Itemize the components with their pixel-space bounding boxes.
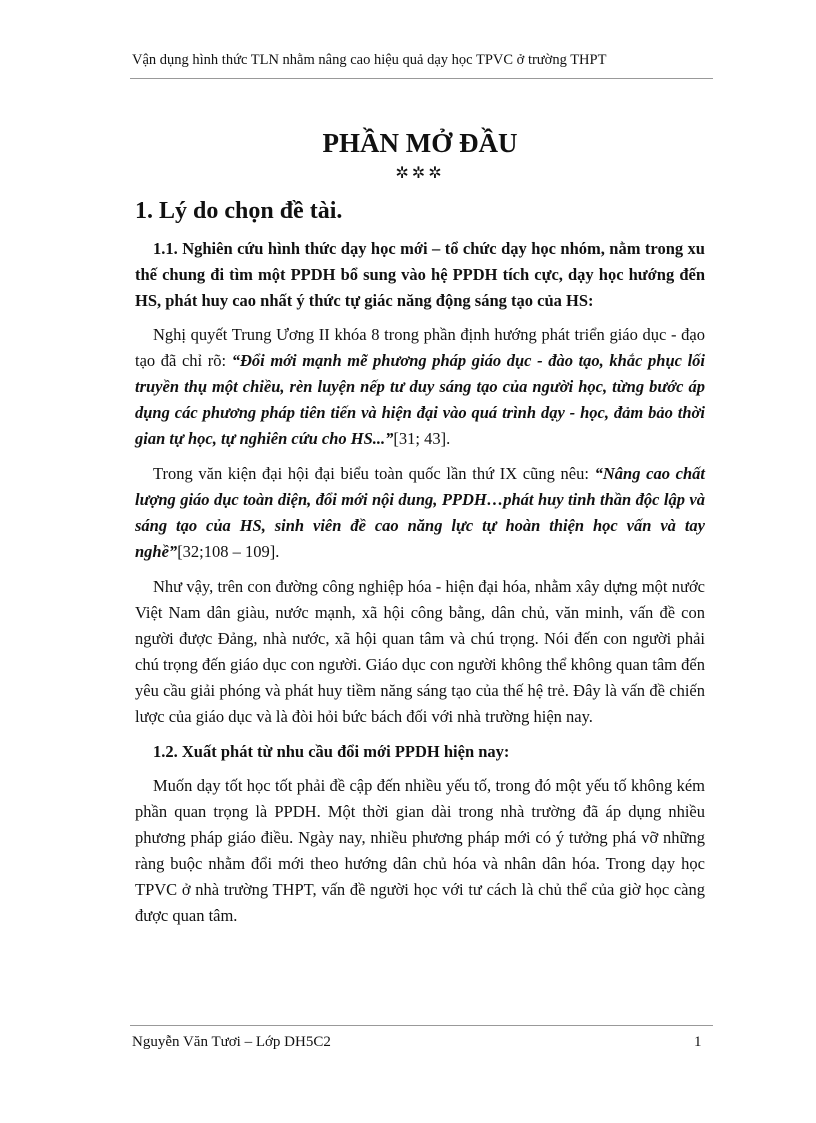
paragraph-lead: Nghị quyết Trung Ương II khóa 8 trong phần định hướng phát triển giáo dục - đạo tạo đã chỉ rõ: <box>135 324 705 370</box>
page-number: 1 <box>694 1034 702 1050</box>
star-ornament-icon: ✲✲✲ <box>395 165 445 183</box>
paragraph-industrialization: Như vậy, trên con đường công nghiệp hóa - hiện đại hóa, nhằm xây dựng một nước Việt Nam dân giàu, nước mạnh, xã hội công bằng, dân chủ, văn minh, vấn đề con người được Đảng, nhà nước, xã hội quan tâm và chú trọng. Nói đến con người phải chú trọng đến giáo dục con người. Giáo dục con người không thể không quan tâm đến yêu cầu giải phóng và phát huy tiềm năng sáng tạo của thế hệ trẻ. Đây là vấn đề chiến lược của giáo dục và là đòi hỏi bức bách đối với nhà trường hiện nay. <box>135 576 705 726</box>
citation: [31; 43]. <box>393 428 451 448</box>
quote-text: “Nâng cao chất lượng giáo dục toàn diện, đổi mới nội dung, PPDH…phát huy tinh thần độc lập và sáng tạo của HS, sinh viên đề cao năng lực tự hoàn thiện học vấn và tay nghề” <box>135 463 706 561</box>
page-title: PHẦN MỞ ĐẦU <box>322 128 518 158</box>
paragraph-resolution <box>135 322 705 452</box>
header-divider <box>130 78 713 79</box>
paragraph-teaching-methods: Muốn dạy tốt học tốt phải đề cập đến nhiều yếu tố, trong đó một yếu tố không kém phần quan trọng là PPDH. Một thời gian dài trong nhà trường đã áp dụng nhiều phương pháp giáo điều. Ngày nay, nhiều phương pháp mới có ý tưởng phá vỡ những ràng buộc nhằm đổi mới theo hướng dân chủ hóa và nhân dân hóa. Trong dạy học TPVC ở nhà trường THPT, vấn đề người học với tư cách là chủ thể của giờ học càng được quan tâm. <box>135 775 705 925</box>
footer-divider <box>130 1025 713 1026</box>
running-header: Vận dụng hình thức TLN nhằm nâng cao hiệu quả dạy học TPVC ở trường THPT <box>132 52 607 68</box>
page-body <box>135 128 705 938</box>
subsection-heading-1-1: 1.1. Nghiên cứu hình thức dạy học mới – tổ chức dạy học nhóm, nằm trong xu thế chung đi tìm một PPDH bổ sung vào hệ PPDH tích cực, dạy học hướng đến HS, phát huy cao nhất ý thức tự giác năng động sáng tạo của HS: <box>135 238 705 310</box>
subsection-heading-1-2: 1.2. Xuất phát từ nhu cầu đổi mới PPDH hiện nay: <box>153 741 510 761</box>
paragraph-lead: Trong văn kiện đại hội đại biểu toàn quốc lần thứ IX cũng nêu: <box>153 463 595 483</box>
footer-author: Nguyễn Văn Tươi – Lớp DH5C2 <box>132 1034 331 1050</box>
citation: [32;108 – 109]. <box>177 541 280 561</box>
paragraph-congress <box>135 461 705 565</box>
section-heading: 1. Lý do chọn đề tài. <box>135 198 343 225</box>
quote-text: “Đổi mới mạnh mẽ phương pháp giáo dục - đào tạo, khắc phục lối truyền thụ một chiều, rèn luyện nếp tư duy sáng tạo của người học, từng bước áp dụng các phương pháp tiên tiến và hiện đại vào quá trình dạy - học, đảm bảo thời gian tự học, tự nghiên cứu cho HS...” <box>135 350 706 448</box>
